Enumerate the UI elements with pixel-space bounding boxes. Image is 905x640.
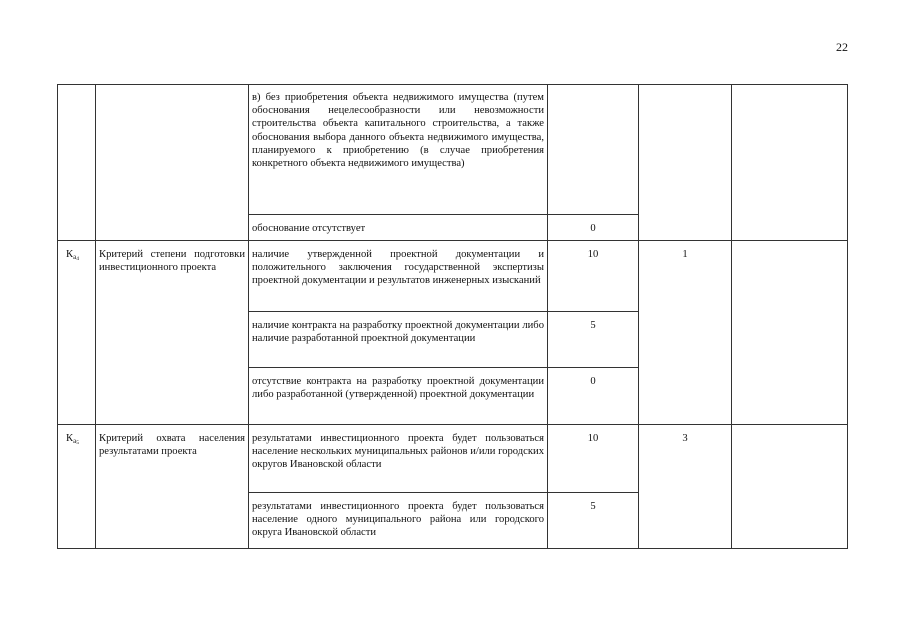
criterion-code-base: К: [66, 249, 74, 260]
table-row: [58, 241, 848, 312]
criterion-weight: [639, 85, 732, 241]
criterion-code-base: К: [66, 433, 74, 444]
criterion-name: Критерий охвата населения результатами проекта: [96, 425, 249, 549]
criterion-name-cell: [96, 85, 249, 241]
criterion-code: [58, 425, 96, 549]
option-score: 0: [548, 215, 639, 241]
criterion-name: Критерий степени подготовки инвестиционного проекта: [96, 241, 249, 425]
option-score: 0: [548, 368, 639, 425]
option-description: отсутствие контракта на разработку проектной документации либо разработанной (утвержденной) проектной документации: [249, 368, 548, 425]
option-description: наличие контракта на разработку проектной документации либо наличие разработанной проектной документации: [249, 312, 548, 368]
option-score: 5: [548, 493, 639, 549]
option-description: результатами инвестиционного проекта будет пользоваться население одного муниципального района или городского округа Ивановской области: [249, 493, 548, 549]
option-description: в) без приобретения объекта недвижимого имущества (путем обоснования нецелесообразности или невозможности строительства объекта капитального строительства, а также обоснования выбора данного объекта недвижимого имущества, планируемого к приобретению (в случае приобретения конкретного объекта недвижимого имущества): [249, 85, 548, 215]
table-row: [58, 425, 848, 493]
criterion-code-sub: а: [73, 437, 77, 445]
option-score: 5: [548, 312, 639, 368]
criterion-code-subsub: 4: [76, 256, 79, 262]
option-description: обоснование отсутствует: [249, 215, 548, 241]
criterion-extra-cell: [732, 425, 848, 549]
option-description: результатами инвестиционного проекта будет пользоваться население нескольких муниципальных районов и/или городских округов Ивановской области: [249, 425, 548, 493]
criterion-code-subsub: 5: [76, 440, 79, 446]
criterion-code: [58, 241, 96, 425]
table-row: [58, 85, 848, 215]
option-description: наличие утвержденной проектной документации и положительного заключения государственной экспертизы проектной документации и результатов инженерных изысканий: [249, 241, 548, 312]
criterion-weight: 3: [639, 425, 732, 549]
option-score: [548, 85, 639, 215]
criteria-table: [57, 84, 848, 549]
criterion-weight: 1: [639, 241, 732, 425]
criterion-code-sub: а: [73, 253, 77, 261]
option-score: 10: [548, 241, 639, 312]
criterion-code-cell: [58, 85, 96, 241]
option-score: 10: [548, 425, 639, 493]
page-number: 22: [836, 40, 848, 54]
criterion-extra-cell: [732, 241, 848, 425]
criterion-extra-cell: [732, 85, 848, 241]
